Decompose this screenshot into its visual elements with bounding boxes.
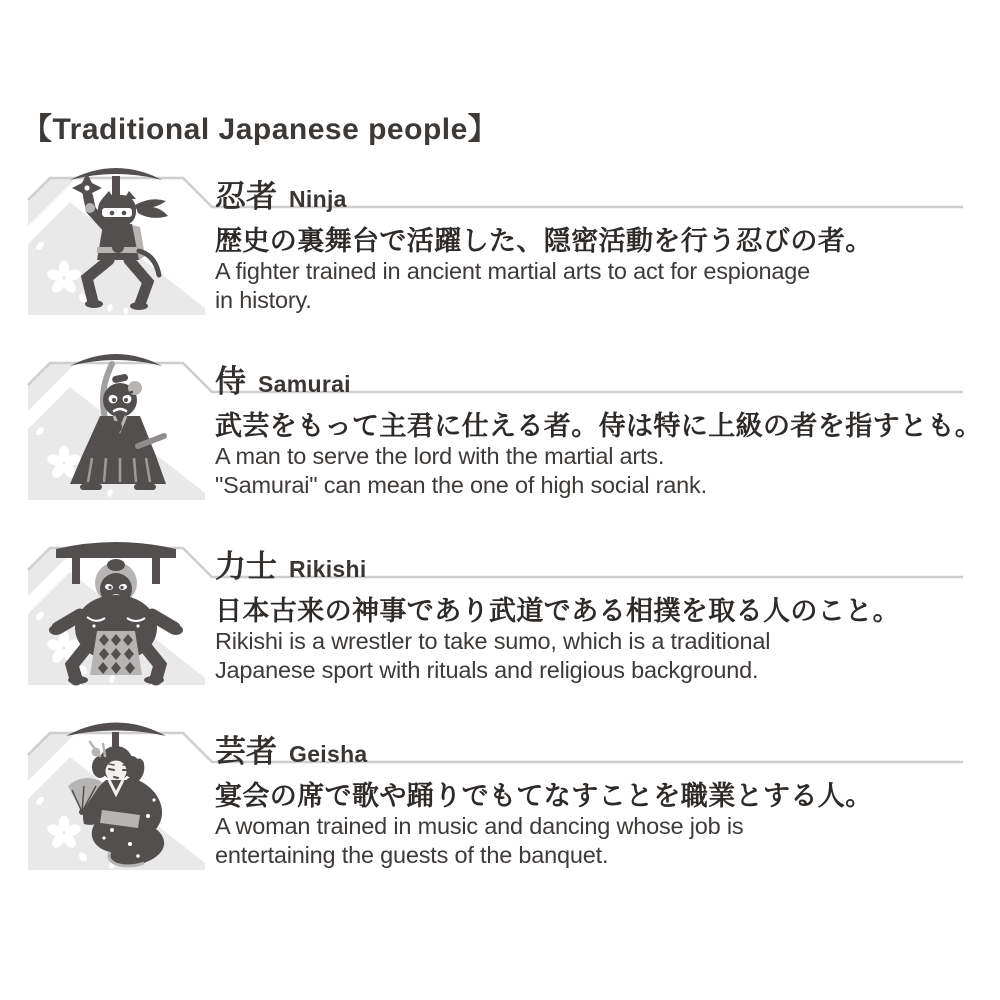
section-desc-ja: 歴史の裏舞台で活躍した、隠密活動を行う忍びの者。 <box>215 226 873 256</box>
section-title-ja: 侍 <box>215 364 246 399</box>
section-title <box>215 356 351 401</box>
desc-en-line: Japanese sport with rituals and religious background. <box>215 657 759 683</box>
section-divider-line <box>28 178 963 207</box>
section-desc-ja: 日本古来の神事であり武道である相撲を取る人のこと。 <box>215 596 900 626</box>
section-title-ja: 忍者 <box>215 179 277 214</box>
section-title-romaji: Rikishi <box>289 556 367 582</box>
desc-en-line: "Samurai" can mean the one of high social rank. <box>215 472 707 498</box>
section-samurai <box>0 348 1000 510</box>
section-desc-ja: 武芸をもって主君に仕える者。侍は特に上級の者を指すとも。 <box>215 411 983 441</box>
desc-en-line: A woman trained in music and dancing whose job is <box>215 813 744 839</box>
section-rikishi <box>0 533 1000 695</box>
desc-en-line: A man to serve the lord with the martial arts. <box>215 443 665 469</box>
section-title-ja: 力士 <box>215 549 277 584</box>
shrine-roof-icon <box>56 542 176 558</box>
section-geisha <box>0 718 1000 880</box>
section-divider-line <box>28 363 963 392</box>
section-desc-en <box>215 812 743 870</box>
desc-en-line: in history. <box>215 287 312 313</box>
section-title-ja: 芸者 <box>215 734 277 769</box>
section-title-romaji: Geisha <box>289 741 368 767</box>
section-desc-en <box>215 442 707 500</box>
desc-en-line: A fighter trained in ancient martial arts to act for espionage <box>215 258 811 284</box>
desc-en-line: entertaining the guests of the banquet. <box>215 842 609 868</box>
section-title-romaji: Ninja <box>289 186 347 212</box>
section-desc-en <box>215 627 770 685</box>
section-desc-en <box>215 257 810 315</box>
section-title <box>215 541 367 586</box>
section-desc-ja: 宴会の席で歌や踊りでもてなすことを職業とする人。 <box>215 781 873 811</box>
desc-en-line: Rikishi is a wrestler to take sumo, which is a traditional <box>215 628 771 654</box>
page-title: 【Traditional Japanese people】 <box>22 113 499 146</box>
section-title <box>215 726 368 771</box>
section-title-romaji: Samurai <box>258 371 351 397</box>
section-divider-line <box>28 733 963 762</box>
section-ninja <box>0 163 1000 325</box>
section-title <box>215 171 347 216</box>
